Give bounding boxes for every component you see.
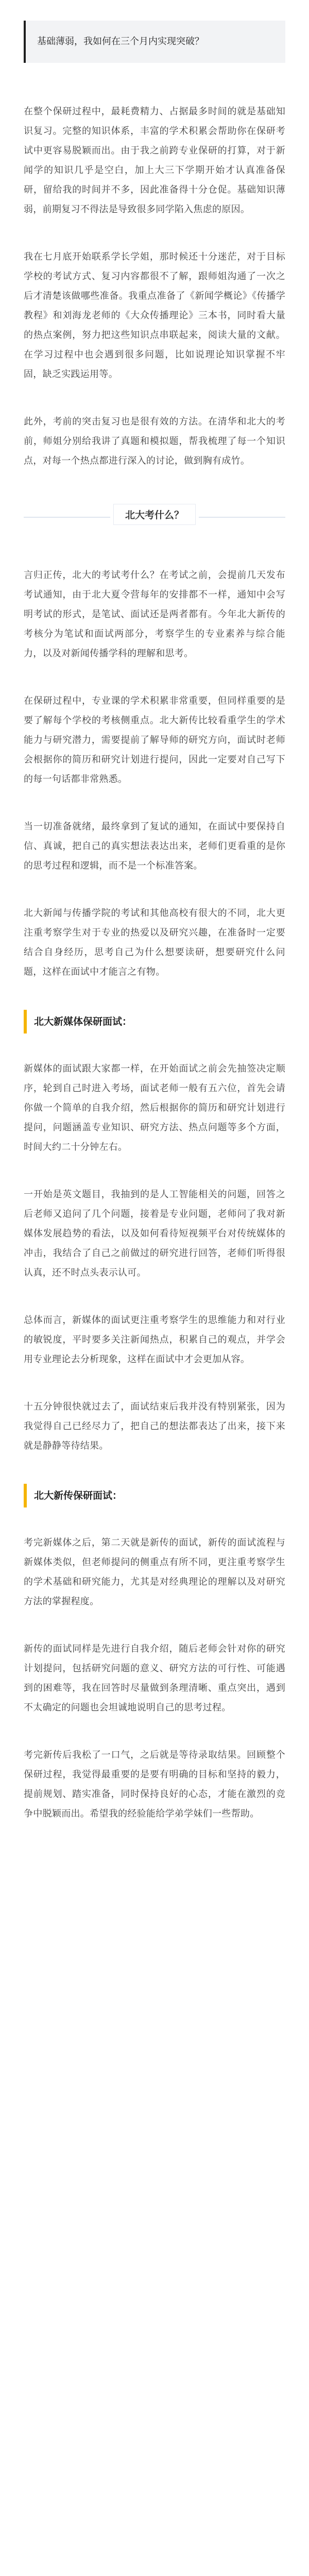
new-media-paragraph-4: 十五分钟很快就过去了，面试结束后我并没有特别紧张，因为我觉得自己已经尽力了，把自己的想法都表达了出来，接下来就是静静等待结果。 <box>24 1401 285 1451</box>
pku-paragraph-4: 北大新闻与传播学院的考试和其他高校有很大的不同，北大更注重考察学生对于专业的热爱以及研究兴趣，在准备时一定要结合自身经历，思考自己为什么想要读研，想要研究什么问题，这样在面试中才能言之有物。 <box>24 908 285 977</box>
question-callout <box>24 21 285 63</box>
intro-paragraph-2: 我在七月底开始联系学长学姐，那时候还十分迷茫，对于目标学校的考试方式、复习内容都很不了解，跟师姐沟通了一次之后才清楚该做哪些准备。我重点准备了《新闻学概论》《传播学教程》和刘海龙老师的《大众传播理论》三本书，同时看大量的热点案例，努力把这些知识点串联起来，阅读大量的文献。在学习过程中也会遇到很多问题，比如说理论知识掌握不牢固，缺乏实践运用等。 <box>24 251 285 380</box>
new-media-paragraph-1: 新媒体的面试跟大家都一样，在开始面试之前会先抽签决定顺序，轮到自己时进入考场，面试老师一般有五六位，首先会请你做一个简单的自我介绍，然后根据你的简历和研究计划进行提问，问题涵盖专业知识、研究方法、热点问题等多个方面，时间大约二十分钟左右。 <box>24 1063 285 1153</box>
divider-label: 北大考什么？ <box>113 504 196 525</box>
intro-paragraph-1: 在整个保研过程中，最耗费精力、占据最多时间的就是基础知识复习。完整的知识体系，丰富的学术积累会帮助你在保研考试中更容易脱颖而出。由于我之前跨专业保研的打算，对于新闻学的知识几乎是空白，加上大三下学期开始才认真准备保研，留给我的时间并不多，因此准备得十分仓促。基础知识薄弱，前期复习不得法是导致很多同学陷入焦虑的原因。 <box>24 106 285 215</box>
section-divider <box>24 499 285 535</box>
pku-paragraph-1: 言归正传，北大的考试考什么？在考试之前，会提前几天发布考试通知，由于北大夏令营每年的安排都不一样，通知中会写明考试的形式，是笔试、面试还是两者都有。今年北大新传的考核分为笔试和面试两部分，考察学生的专业素养与综合能力，以及对新闻传播学科的理解和思考。 <box>24 570 285 659</box>
callout-text: 基础薄弱，我如何在三个月内实现突破？ <box>37 36 204 47</box>
journalism-paragraph-1: 考完新媒体之后，第二天就是新传的面试，新传的面试流程与新媒体类似，但老师提问的侧重点有所不同，更注重考察学生的学术基础和研究能力，尤其是对经典理论的理解以及对研究方法的掌握程度。 <box>24 1537 285 1607</box>
pku-paragraph-3: 当一切准备就绪，最终拿到了复试的通知，在面试中要保持自信、真诚，把自己的真实想法表达出来，老师们更看重的是你的思考过程和逻辑，而不是一个标准答案。 <box>24 821 285 871</box>
pku-paragraph-2: 在保研过程中，专业课的学术积累非常重要，但同样重要的是要了解每个学校的考核侧重点。北大新传比较看重学生的学术能力与研究潜力，需要提前了解导师的研究方向，面试时老师会根据你的简历和研究计划进行提问，因此一定要对自己写下的每一句话都非常熟悉。 <box>24 696 285 785</box>
intro-paragraph-3: 此外，考前的突击复习也是很有效的方法。在清华和北大的考前，师姐分别给我讲了真题和模拟题，帮我梳理了每一个知识点，对每一个热点都进行深入的讨论，做到胸有成竹。 <box>24 416 285 466</box>
journalism-paragraph-2: 新传的面试同样是先进行自我介绍，随后老师会针对你的研究计划提问，包括研究问题的意义、研究方法的可行性、可能遇到的困难等，我在回答时尽量做到条理清晰、重点突出，遇到不太确定的问题也会坦诚地说明自己的思考过程。 <box>24 1643 285 1713</box>
journalism-paragraph-3: 考完新传后我松了一口气，之后就是等待录取结果。回顾整个保研过程，我觉得最重要的是要有明确的目标和坚持的毅力，提前规划、踏实准备，同时保持良好的心态，才能在激烈的竞争中脱颖而出。希望我的经验能给学弟学妹们一些帮助。 <box>24 1750 285 1819</box>
new-media-paragraph-2: 一开始是英文题目，我抽到的是人工智能相关的问题，回答之后老师又追问了几个问题，接着是专业问题，老师问了我对新媒体发展趋势的看法，以及如何看待短视频平台对传统媒体的冲击，我结合了自己之前做过的研究进行回答，老师们听得很认真，还不时点头表示认可。 <box>24 1189 285 1278</box>
section-heading-new-media: 北大新媒体保研面试： <box>24 1010 285 1033</box>
new-media-paragraph-3: 总体而言，新媒体的面试更注重考察学生的思维能力和对行业的敏锐度，平时要多关注新闻热点，积累自己的观点，并学会用专业理论去分析现象，这样在面试中才会更加从容。 <box>24 1315 285 1365</box>
section-heading-journalism: 北大新传保研面试： <box>24 1484 285 1507</box>
